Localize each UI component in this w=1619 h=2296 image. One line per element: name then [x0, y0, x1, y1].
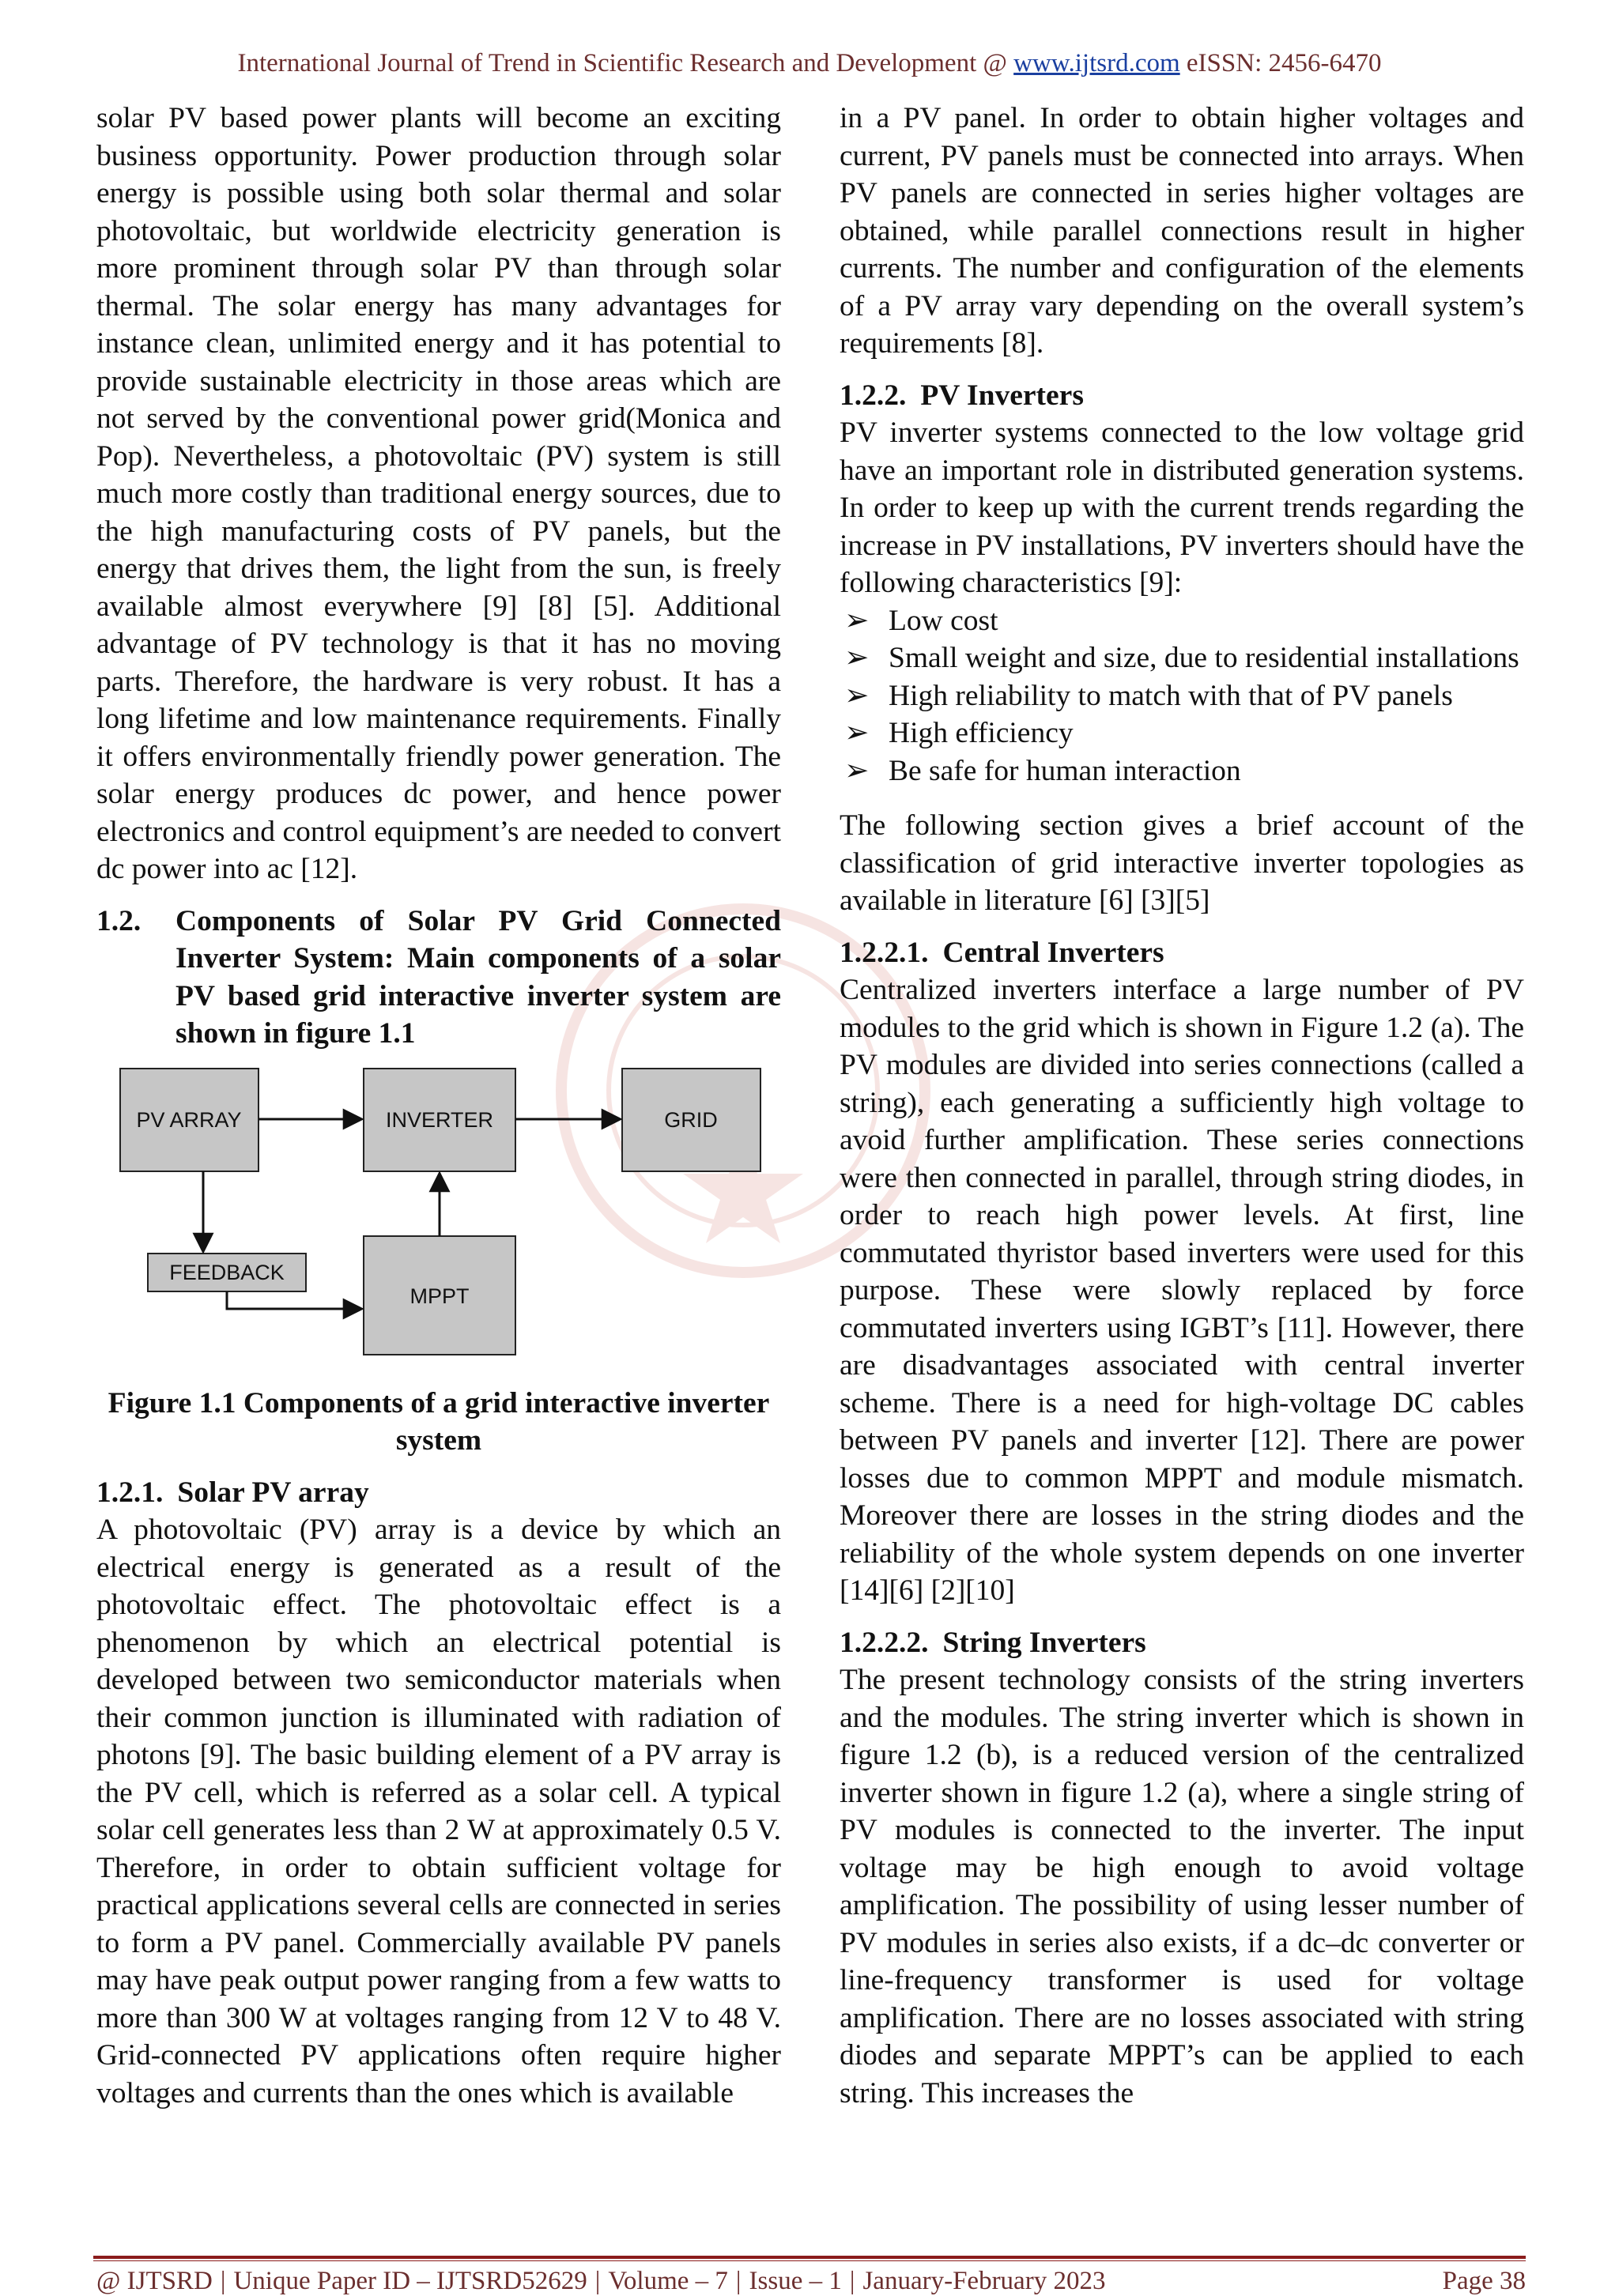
grid-label: GRID [664, 1107, 718, 1132]
pv-inverters-paragraph: PV inverter systems connected to the low voltage grid have an important role in distributed generation systems. In order to keep up with the current trends regarding the increase in PV installations, PV inverters should have the following characteristics [9]: [840, 417, 1524, 599]
string-inverters-paragraph: The present technology consists of the string inverters and the modules. The string inverter which is shown in figure 1.2 (b), is a reduced version of the centralized inverter shown in figure 1.2 (a), where a single string of PV modules is connected to the inverter. The input voltage may be high enough to avoid voltage amplification. The possibility of using lesser number of PV modules in series also exists, if a dc–dc converter or line-frequency transformer is used for voltage amplification. There are no losses associated with string diodes and separate MPPT’s can be applied to each string. This increases the [840, 1664, 1524, 2109]
grid-block [622, 1069, 760, 1171]
subsection-title: PV Inverters [920, 379, 1084, 412]
arrow-feedback-to-mppt [227, 1291, 362, 1309]
figure-caption: Figure 1.1 Components of a grid interactive inverter system [108, 1386, 770, 1457]
subsection-heading-1-2-1 [96, 1474, 781, 1512]
section-title: Components of Solar PV Grid Connected Inverter System: Main components of a solar PV based grid interactive inverter system are shown in figure 1.1 [175, 904, 781, 1050]
subsection-title: Central Inverters [942, 936, 1164, 969]
footer-rule-thin [93, 2260, 1526, 2261]
list-item: ➢ Low cost [840, 602, 1524, 640]
mppt-block [364, 1236, 515, 1355]
left-column [96, 100, 781, 2112]
footer-journal: @ IJTSRD [96, 2267, 213, 2295]
list-item: ➢ Small weight and size, due to residential installations [840, 639, 1524, 677]
section-heading-1-2 [96, 903, 781, 1053]
intro-paragraph: solar PV based power plants will become an exciting business opportunity. Power production through solar energy is possible using both solar thermal and solar photovoltaic, but worldwide electricity generation is more prominent through solar PV than through solar thermal. The solar energy has many advantages for instance clean, unlimited energy and it has potential to provide sustainable electricity in those areas which are not served by the conventional power grid(Monica and Pop). Nevertheless, a photovoltaic (PV) system is still much more costly than traditional energy sources, due to the high manufacturing costs of PV panels, but the energy that drives them, the light from the sun, is freely available almost everywhere [9] [8] [5]. Additional advantage of PV technology is that it has no moving parts. Therefore, the hardware is very robust. It has a long lifetime and low maintenance requirements. Finally it offers environmentally friendly power generation. The solar energy produces dc power, and hence power electronics and control equipment’s are needed to convert dc power into ac [12]. [96, 102, 781, 885]
subsection-number: 1.2.2.2. [840, 1626, 929, 1659]
bullet-arrow-icon: ➢ [844, 754, 870, 787]
subsection-title: Solar PV array [177, 1476, 369, 1509]
issn: eISSN: 2456-6470 [1186, 49, 1382, 77]
footer-paper-id: Unique Paper ID – IJTSRD52629 [233, 2267, 587, 2295]
section-number: 1.2. [96, 904, 142, 937]
bullet-arrow-icon: ➢ [844, 604, 870, 637]
journal-url-link[interactable]: www.ijtsrd.com [1013, 49, 1180, 77]
pv-array-paragraph: A photovoltaic (PV) array is a device by which an electrical energy is generated as a result of the photovoltaic effect. The photovoltaic effect is a phenomenon by which an electrical potential is developed between two semiconductor materials when their common junction is illuminated with radiation of photons [9]. The basic building element of a PV array is the PV cell, which is referred as a solar cell. A typical solar cell generates less than 2 W at approximately 0.5 V. Therefore, in order to obtain sufficient voltage for practical applications several cells are connected in series to form a PV panel. Commercially available PV panels may have peak output power ranging from a few watts to more than 300 W at voltages ranging from 12 V to 48 V. Grid-connected PV applications often require higher voltages and currents than the ones which is available [96, 1514, 781, 2109]
feedback-label: FEEDBACK [169, 1260, 285, 1284]
feedback-block [148, 1254, 306, 1291]
classification-paragraph: The following section gives a brief account of the classification of grid interactive inverter topologies as available in literature [6] [3][5] [840, 809, 1524, 917]
pv-array-label: PV ARRAY [136, 1107, 242, 1132]
footer-date: January-February 2023 [862, 2267, 1106, 2295]
page-number: Page 38 [1442, 2267, 1526, 2295]
subsection-heading-1-2-2-2 [840, 1624, 1524, 1662]
subsection-heading-1-2-2 [840, 377, 1524, 415]
list-item: ➢ Be safe for human interaction [840, 752, 1524, 790]
subsection-number: 1.2.2.1. [840, 936, 929, 969]
inverter-block [364, 1069, 515, 1171]
inverter-label: INVERTER [385, 1107, 494, 1132]
footer-volume: Volume – 7 [608, 2267, 728, 2295]
bullet-arrow-icon: ➢ [844, 717, 870, 749]
mppt-label: MPPT [409, 1284, 470, 1308]
list-item: ➢ High efficiency [840, 714, 1524, 752]
subsection-number: 1.2.1. [96, 1476, 164, 1509]
characteristics-list [840, 602, 1524, 790]
footer-rule [93, 2256, 1526, 2259]
bullet-arrow-icon: ➢ [844, 679, 870, 712]
subsection-heading-1-2-2-1 [840, 934, 1524, 972]
right-column [840, 100, 1524, 2112]
pv-array-block [120, 1069, 259, 1171]
continuation-paragraph: in a PV panel. In order to obtain higher voltages and current, PV panels must be connected into arrays. When PV panels are connected in series higher voltages are obtained, while parallel connections result in higher currents. The number and configuration of the elements of a PV array vary depending on the overall system’s requirements [8]. [840, 102, 1524, 360]
subsection-title: String Inverters [942, 1626, 1146, 1659]
subsection-number: 1.2.2. [840, 379, 907, 412]
central-inverters-paragraph: Centralized inverters interface a large number of PV modules to the grid which is shown in Figure 1.2 (a). The PV modules are divided into series connections (called a string), each generating a sufficiently high voltage to avoid further amplification. These series connections were then connected in parallel, through string diodes, in order to reach high power levels. At first, line commutated thyristor based inverters were used for this purpose. These were slowly replaced by force commutated inverters using IGBT’s [11]. However, there are disadvantages associated with central inverter scheme. There is a need for high-voltage DC cables between PV panels and inverter [12]. There are power losses due to common MPPT and module mismatch. Moreover there are losses in the string diodes and the reliability of the whole system depends on one inverter [14][6] [2][10] [840, 974, 1524, 1607]
bullet-arrow-icon: ➢ [844, 642, 870, 674]
footer-issue: Issue – 1 [749, 2267, 842, 2295]
journal-name: International Journal of Trend in Scientific Research and Development @ [237, 49, 1007, 77]
running-footer: @ IJTSRD | Unique Paper ID – IJTSRD52629 | Volume – 7 | Issue – 1 | January-February 2023 Page 38 [96, 2267, 1526, 2295]
running-header [0, 49, 1619, 78]
block-diagram [112, 1064, 768, 1380]
figure-1-1 [96, 1064, 781, 1380]
list-item: ➢ High reliability to match with that of PV panels [840, 677, 1524, 715]
